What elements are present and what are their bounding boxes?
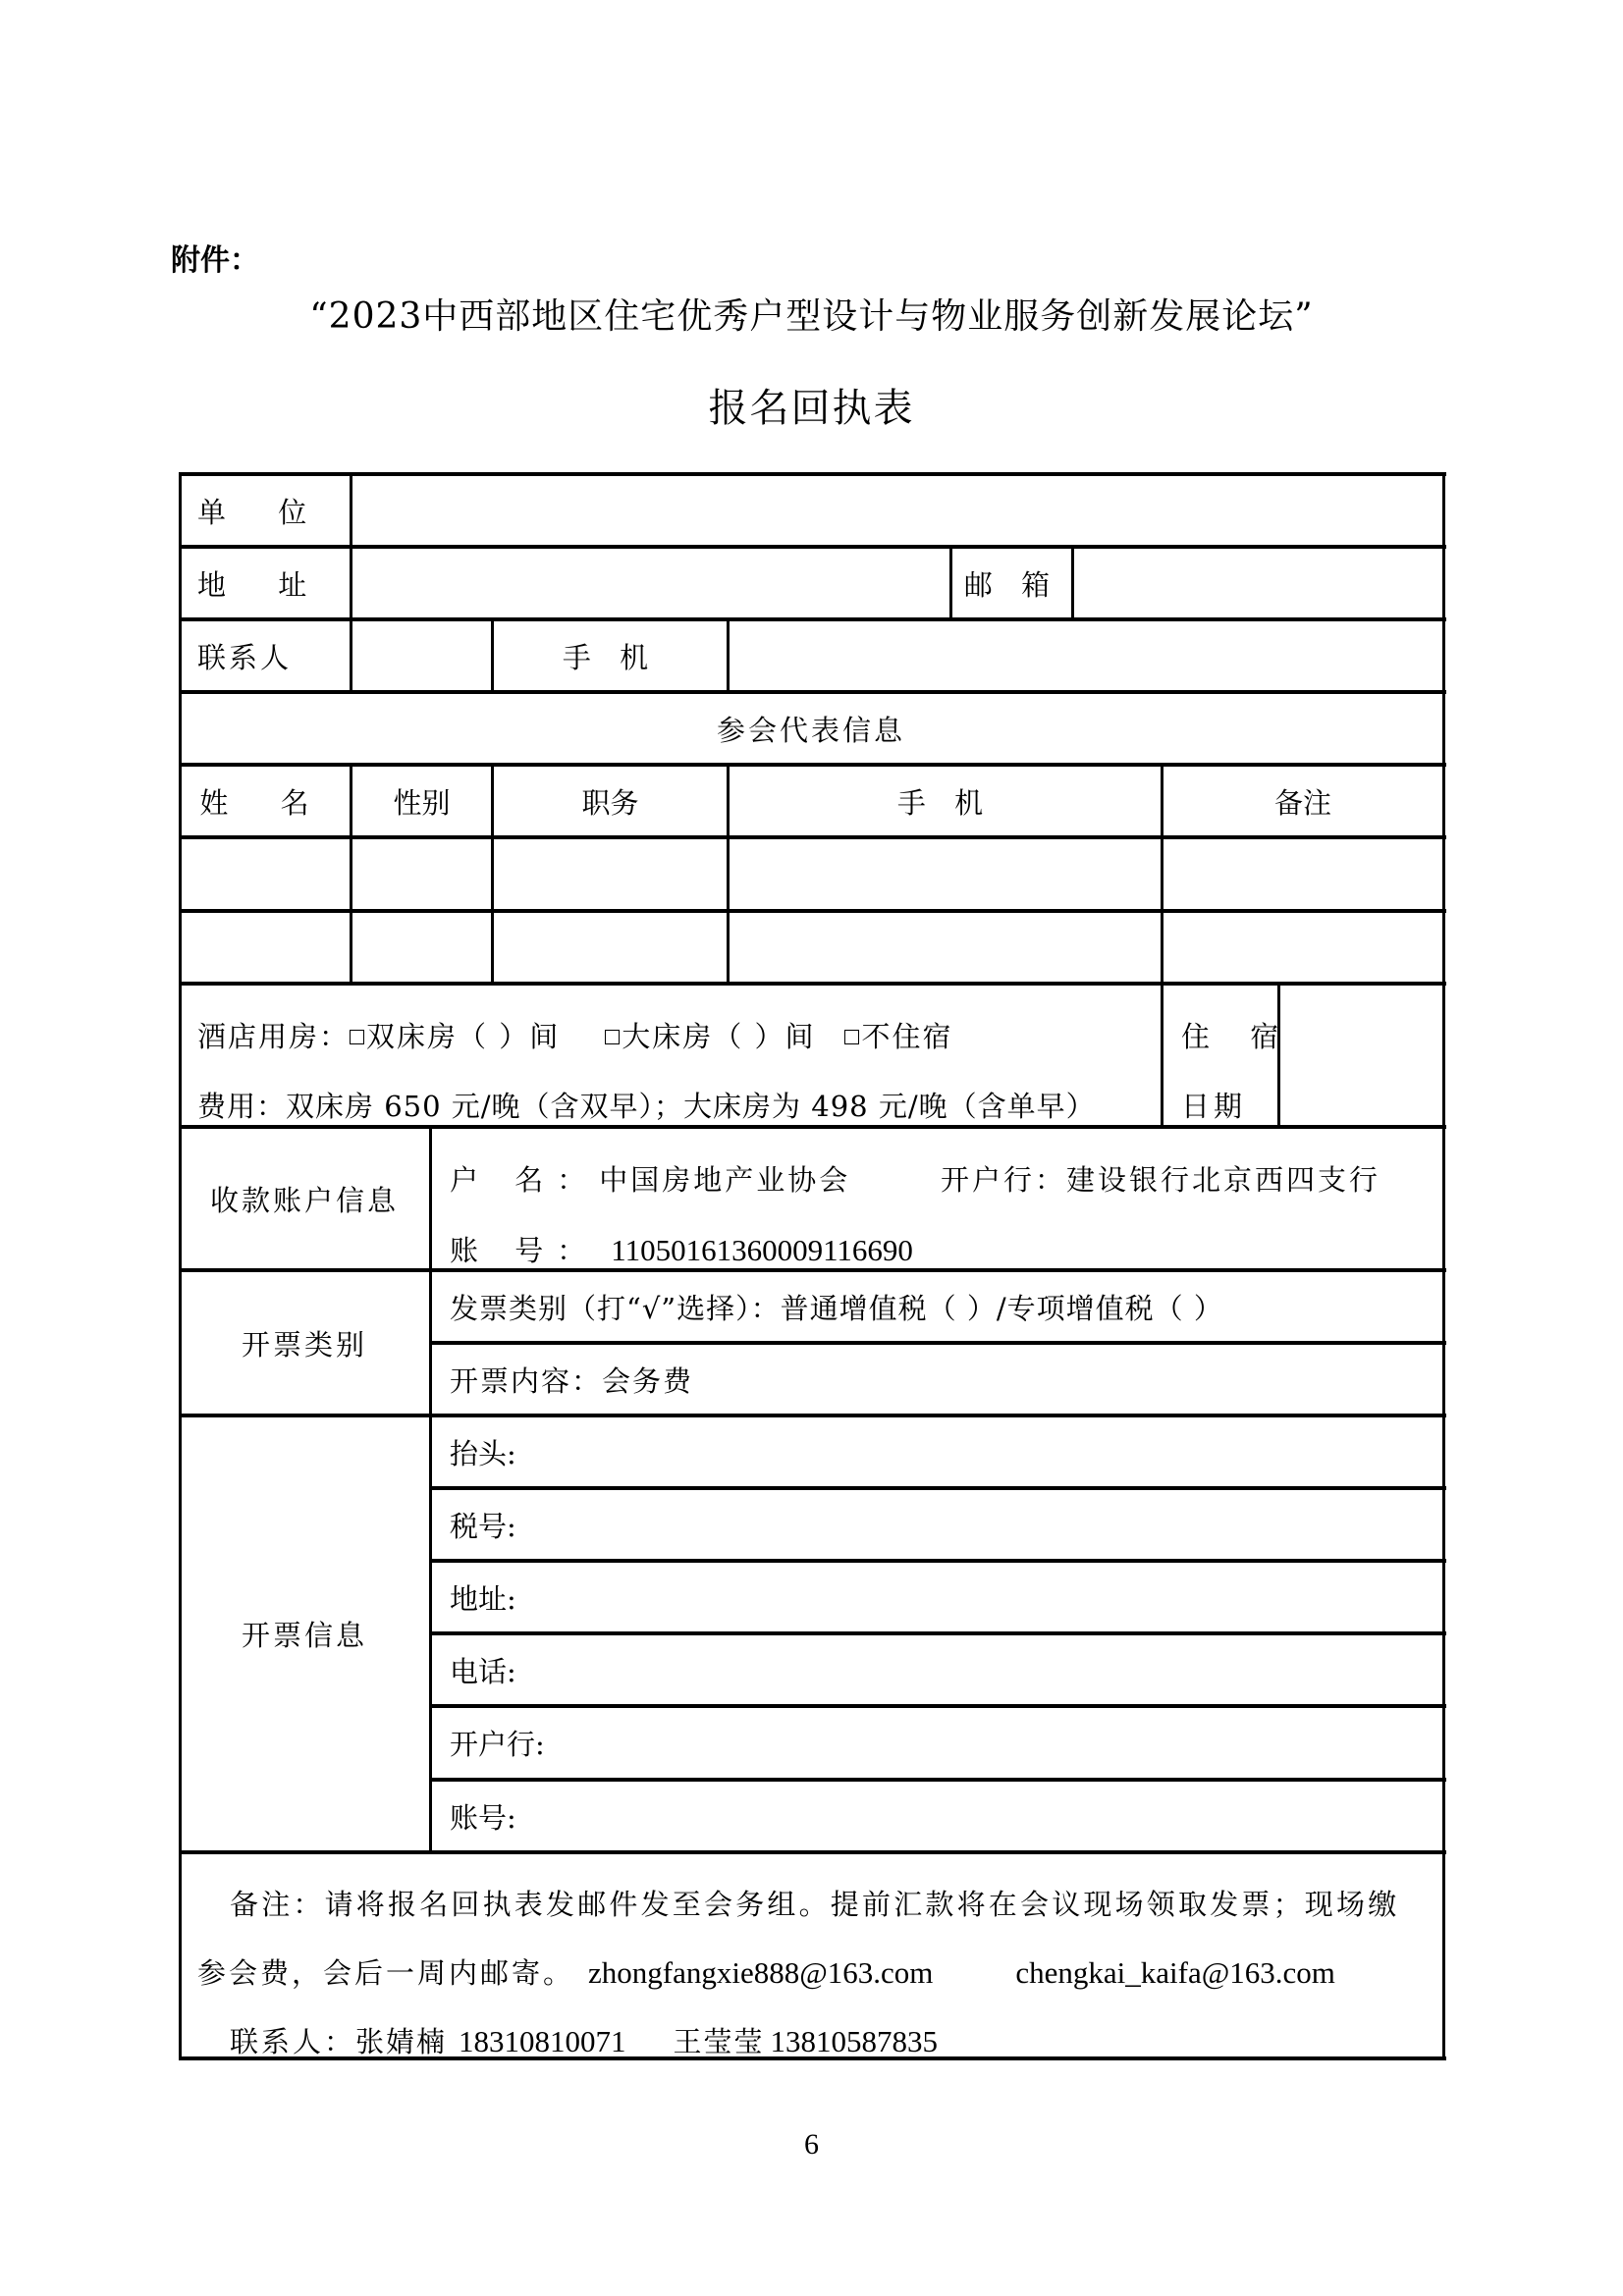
checkbox-icon <box>605 1030 620 1044</box>
delegate-name-input[interactable] <box>180 839 351 909</box>
field-label: 账号: <box>450 1800 516 1835</box>
tax-id-field[interactable] <box>432 1490 1442 1559</box>
stay-dates-input[interactable] <box>1280 986 1442 1125</box>
hotel-options-line <box>197 1015 952 1055</box>
bank-value: 建设银行北京西四支行 <box>1066 1163 1381 1197</box>
invoice-type-line: 发票类别（打“√”选择）：普通增值税（ ）/专项增值税（ ） <box>450 1291 1223 1325</box>
invoice-info-section-label: 开票信息 <box>241 1619 367 1652</box>
notes-line-1: 备注：请将报名回执表发邮件发至会务组。提前汇款将在会议现场领取发票；现场缴 <box>230 1888 1400 1921</box>
checkbox-icon <box>844 1030 859 1044</box>
hotel-label: 酒店用房： <box>197 1020 351 1053</box>
col-header-mobile: 手 机 <box>896 785 994 820</box>
col-header-remark: 备注 <box>1273 785 1331 820</box>
no-stay-label: 不住宿 <box>861 1020 953 1053</box>
notes-line-2 <box>197 1951 1335 1992</box>
unit-input[interactable] <box>352 476 1442 545</box>
notes-line-2-text: 参会费，会后一周内邮寄。 <box>197 1956 575 1990</box>
contact-input[interactable] <box>352 621 491 690</box>
contact2-name: 王莹莹 <box>673 2025 765 2058</box>
delegate-position-input[interactable] <box>494 913 727 982</box>
email-input[interactable] <box>1074 549 1442 617</box>
form-title: 报名回执表 <box>708 386 915 431</box>
no-stay-checkbox[interactable] <box>844 1020 952 1053</box>
contact-label: 联系人 <box>197 640 293 674</box>
delegate-mobile-input[interactable] <box>730 839 1161 909</box>
bank-label: 开户行： <box>941 1163 1067 1197</box>
notes-contacts-line <box>230 2020 938 2060</box>
king-room-checkbox[interactable] <box>605 1020 815 1053</box>
delegate-remark-input[interactable] <box>1163 913 1442 982</box>
delegate-mobile-input[interactable] <box>730 913 1161 982</box>
invoice-type-section-label: 开票类别 <box>241 1327 367 1362</box>
payee-bank-line <box>941 1158 1380 1199</box>
table-border-right <box>1442 472 1445 2060</box>
stay-dates-label-line1: 住 宿 <box>1181 1020 1295 1053</box>
email-link-2[interactable]: chengkai_kaifa@163.com <box>1015 1955 1335 1990</box>
invoice-address-field[interactable] <box>432 1563 1442 1631</box>
payee-account-line <box>450 1229 913 1269</box>
account-no-value: 11050161360009116690 <box>611 1233 913 1267</box>
field-label: 开户行: <box>450 1728 545 1761</box>
field-label: 抬头: <box>450 1436 516 1470</box>
col-header-name: 姓 名 <box>199 785 331 820</box>
delegate-gender-input[interactable] <box>352 839 491 909</box>
address-label: 地 址 <box>197 567 329 602</box>
contacts-label: 联系人： <box>230 2025 356 2058</box>
delegate-gender-input[interactable] <box>352 913 491 982</box>
email-label: 邮 箱 <box>963 567 1060 602</box>
address-input[interactable] <box>352 549 949 617</box>
delegates-section-title: 参会代表信息 <box>716 713 905 747</box>
invoice-bank-field[interactable] <box>432 1708 1442 1778</box>
email-link-1[interactable]: zhongfangxie888@163.com <box>588 1955 934 1990</box>
unit-label: 单 位 <box>197 495 329 529</box>
account-name-label: 户 名： <box>450 1163 600 1197</box>
col-header-position: 职务 <box>581 785 639 820</box>
twin-room-checkbox[interactable] <box>350 1020 560 1053</box>
row-divider <box>180 982 1446 986</box>
twin-room-label: 双床房（ ）间 <box>366 1020 561 1053</box>
col-header-gender: 性别 <box>393 785 451 820</box>
invoice-content-line: 开票内容：会务费 <box>450 1363 694 1398</box>
contact1-name: 张婧楠 <box>355 2025 448 2058</box>
row-divider <box>180 1850 1446 1854</box>
contact2-phone: 13810587835 <box>770 2024 939 2058</box>
field-label: 税号: <box>450 1509 516 1543</box>
delegate-position-input[interactable] <box>494 839 727 909</box>
contact1-phone: 18310810071 <box>459 2024 626 2058</box>
field-label: 地址: <box>450 1581 516 1616</box>
payee-section-label: 收款账户信息 <box>209 1183 399 1217</box>
account-name-value: 中国房地产业协会 <box>599 1163 851 1197</box>
document-title: “2023中西部地区住宅优秀户型设计与物业服务创新发展论坛” <box>309 296 1314 337</box>
payee-name-line <box>450 1158 850 1199</box>
hotel-fee-text: 费用：双床房 650 元/晚（含双早）；大床房为 498 元/晚（含单早） <box>197 1090 1096 1123</box>
page-number: 6 <box>804 2128 819 2161</box>
delegate-remark-input[interactable] <box>1163 839 1442 909</box>
king-room-label: 大床房（ ）间 <box>622 1020 816 1053</box>
invoice-phone-field[interactable] <box>432 1635 1442 1704</box>
mobile-input[interactable] <box>730 621 1442 690</box>
field-label: 电话: <box>450 1654 516 1688</box>
invoice-account-field[interactable] <box>432 1782 1442 1850</box>
mobile-label: 手 机 <box>562 640 659 674</box>
attachment-label: 附件： <box>171 243 259 278</box>
stay-dates-label-line2: 日期 <box>1181 1090 1247 1123</box>
invoice-title-field[interactable] <box>432 1417 1442 1486</box>
account-no-label: 账 号： <box>450 1234 600 1267</box>
checkbox-icon <box>350 1030 364 1044</box>
delegate-name-input[interactable] <box>180 913 351 982</box>
